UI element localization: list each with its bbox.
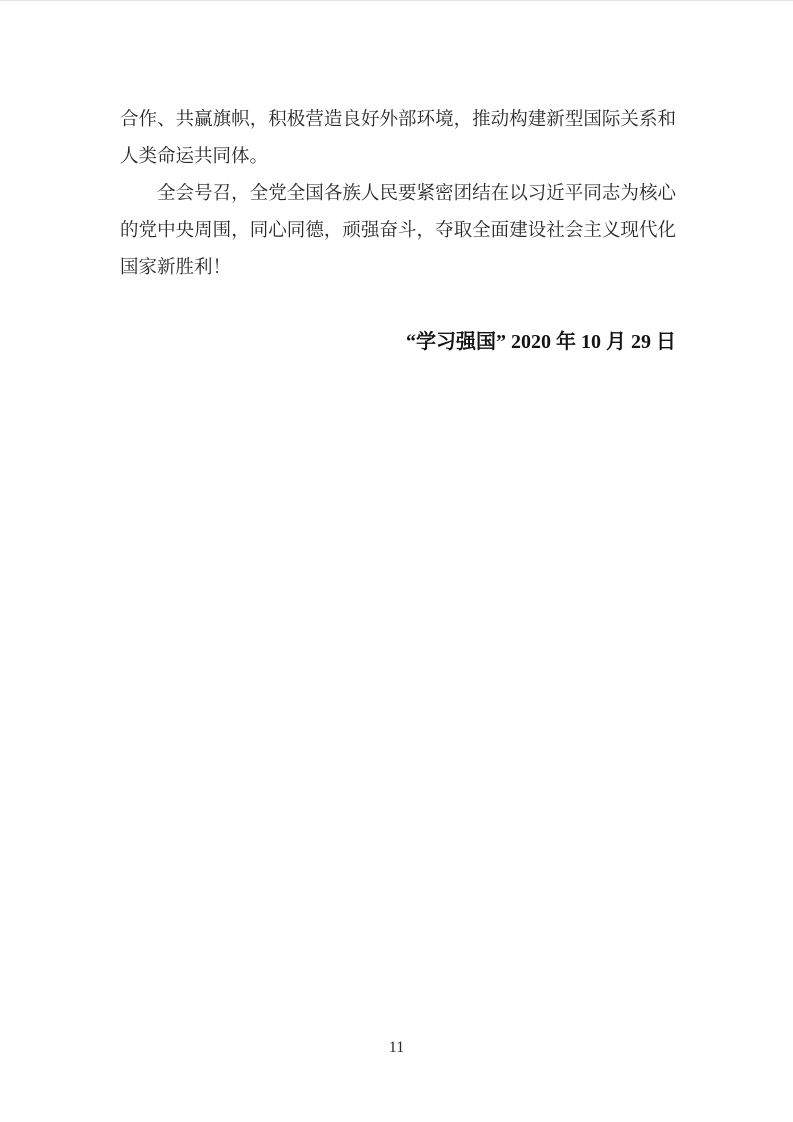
- body-paragraph-closing-call: 全会号召，全党全国各族人民要紧密团结在以习近平同志为核心的党中央周围，同心同德，顽强奋斗，夺取全面建设社会主义现代化国家新胜利！: [120, 184, 676, 278]
- text-block: [120, 102, 676, 361]
- body-paragraph-continuation: 合作、共赢旗帜，积极营造良好外部环境，推动构建新型国际关系和人类命运共同体。: [120, 110, 676, 167]
- source-attribution-line: “学习强国” 2020 年 10 月 29 日: [406, 331, 676, 353]
- page-number: 11: [388, 1039, 405, 1056]
